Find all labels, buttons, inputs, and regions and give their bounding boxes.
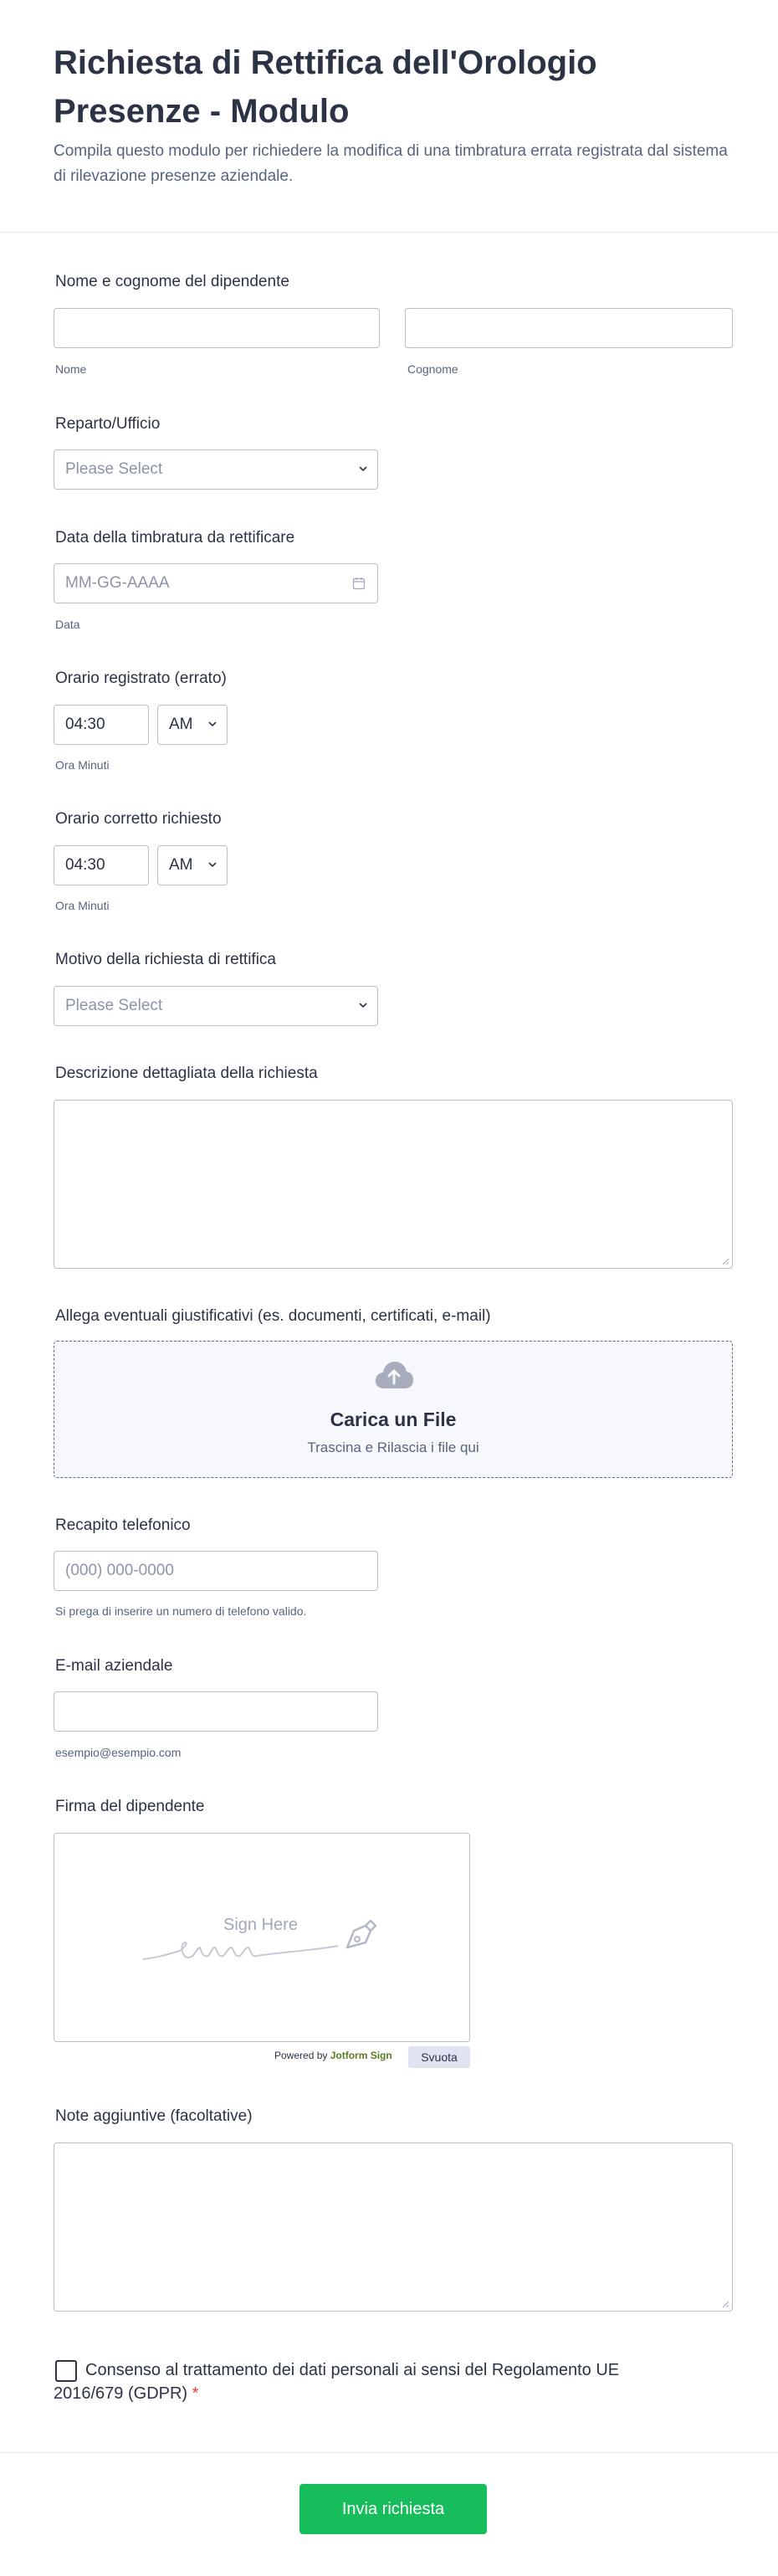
reason-select[interactable] [54,986,378,1026]
attachments-label: Allega eventuali giustificativi (es. documenti, certificati, e-mail) [55,1307,491,1325]
correct-ampm-value: AM [169,856,193,874]
notes-label: Note aggiuntive (facoltative) [55,2107,253,2125]
upload-subtitle: Trascina e Rilascia i file qui [307,1439,479,1455]
recorded-ampm-select[interactable] [157,705,228,745]
consent-label [54,2358,673,2405]
correct-time-label: Orario corretto richiesto [55,810,222,828]
required-marker: * [192,2384,199,2403]
email-label: E-mail aziendale [55,1657,173,1675]
powered-by-label [274,2050,392,2061]
form-subtitle: Compila questo modulo per richiedere la modifica di una timbratura errata registrata dal sistema di rilevazione presenze aziendale. [54,142,728,185]
correct-time-sublabel: Ora Minuti [55,899,110,912]
clear-signature-button[interactable]: Svuota [408,2046,470,2068]
recorded-time-value: 04:30 [65,716,105,733]
stamp-date-sublabel: Data [55,618,80,631]
correct-time-input[interactable] [54,845,149,885]
phone-input[interactable] [54,1551,378,1591]
description-label: Descrizione dettagliata della richiesta [55,1065,318,1082]
footer-divider [0,2452,778,2453]
chevron-down-icon [208,860,217,869]
last-name-sublabel: Cognome [407,362,458,376]
first-name-sublabel: Nome [55,362,87,376]
notes-textarea[interactable] [54,2142,733,2312]
phone-sublabel: Si prega di inserire un numero di telefono valido. [55,1604,307,1618]
department-select[interactable] [54,449,378,490]
resize-handle-icon[interactable] [722,1258,729,1265]
stamp-date-input[interactable] [54,563,378,603]
first-name-input[interactable] [54,308,380,348]
stamp-date-label: Data della timbratura da rettificare [55,529,295,547]
stamp-date-placeholder: MM-GG-AAAA [65,574,170,592]
department-label: Reparto/Ufficio [55,415,161,433]
recorded-time-input[interactable] [54,705,149,745]
jotform-sign-brand: Jotform Sign [330,2050,392,2061]
calendar-icon[interactable] [352,577,366,590]
resize-handle-icon[interactable] [722,2301,729,2308]
email-sublabel: esempio@esempio.com [55,1746,182,1759]
signature-label: Firma del dipendente [55,1798,205,1815]
recorded-ampm-value: AM [169,716,193,733]
chevron-down-icon [208,720,217,728]
form-header [0,0,778,233]
correct-ampm-select[interactable] [157,845,228,885]
reason-placeholder: Please Select [65,997,163,1014]
department-placeholder: Please Select [65,460,163,478]
last-name-input[interactable] [405,308,733,348]
recorded-time-label: Orario registrato (errato) [55,670,227,687]
chevron-down-icon [359,1001,367,1009]
employee-name-label: Nome e cognome del dipendente [55,273,289,290]
signature-scribble-icon [141,1914,384,1968]
phone-label: Recapito telefonico [55,1516,191,1534]
phone-placeholder: (000) 000-0000 [65,1562,174,1579]
signature-pad[interactable] [54,1833,470,2042]
upload-title: Carica un File [330,1409,457,1430]
correct-time-value: 04:30 [65,856,105,874]
submit-button[interactable]: Invia richiesta [299,2484,487,2534]
signature-placeholder: Sign Here [223,1916,298,1934]
reason-label: Motivo della richiesta di rettifica [55,951,276,968]
recorded-time-sublabel: Ora Minuti [55,758,110,772]
cloud-upload-icon [374,1360,414,1390]
email-input[interactable] [54,1691,378,1732]
file-upload-dropzone[interactable] [54,1341,733,1478]
chevron-down-icon [359,464,367,473]
powered-by-text: Powered by [274,2050,328,2061]
description-textarea[interactable] [54,1100,733,1269]
consent-text: Consenso al trattamento dei dati personali ai sensi del Regolamento UE 2016/679 (GDPR) [54,2361,620,2403]
form-title: Richiesta di Rettifica dell'Orologio Presenze - Modulo [54,44,597,130]
